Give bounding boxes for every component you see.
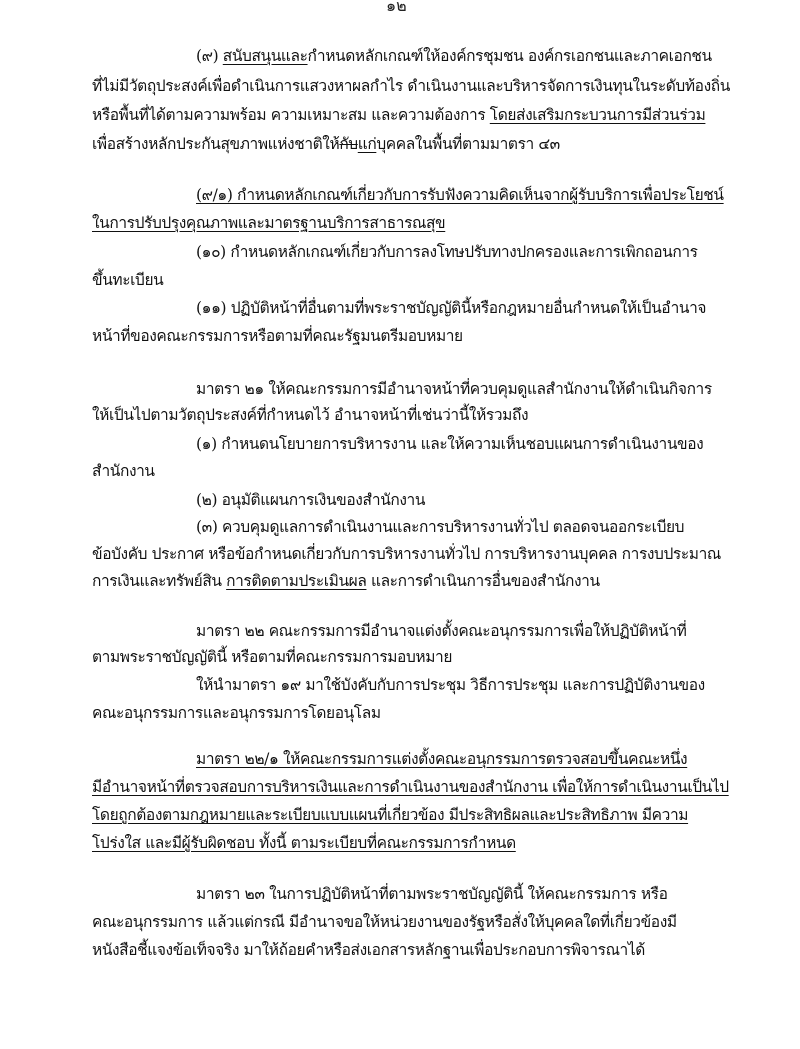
underlined-text: มีอำนาจหน้าที่ตรวจสอบการบริหารเงินและการดำเนินงานของสำนักงาน เพื่อให้การดำเนินงานเป็นไป (92, 778, 729, 796)
text-segment: (๑) กำหนดนโยบายการบริหารงาน และให้ความเห็นชอบแผนการดำเนินงานของ (196, 435, 704, 453)
text-segment: (๓) ควบคุมดูแลการดำเนินงานและการบริหารงานทั่วไป ตลอดจนออกระเบียบ (196, 518, 685, 536)
text-line (92, 103, 705, 127)
text-line (196, 747, 687, 771)
text-line (196, 432, 703, 456)
text-line (196, 183, 724, 207)
underlined-text: ในการปรับปรุงคุณภาพและมาตรฐานบริการสาธารณสุข (92, 214, 446, 232)
text-line (196, 882, 668, 906)
text-segment: สำนักงาน (92, 462, 155, 480)
text-segment: กำหนดหลักเกณฑ์ให้องค์กรชุมชน องค์กรเอกชนและภาคเอกชน (307, 47, 712, 65)
text-line (92, 324, 463, 348)
underlined-text: โปร่งใส และมีผู้รับผิดชอบ ทั้งนี้ ตามระเบียบที่คณะกรรมการกำหนด (92, 834, 516, 852)
text-line (92, 268, 163, 292)
text-segment: (๒) อนุมัติแผนการเงินของสำนักงาน (196, 491, 426, 509)
text-line (92, 211, 445, 235)
text-segment: มาตรา ๒๑ ให้คณะกรรมการมีอำนาจหน้าที่ควบคุมดูแลสำนักงานให้ดำเนินกิจการ (196, 380, 712, 398)
text-segment: ขึ้นทะเบียน (92, 271, 164, 289)
text-segment: (๑๐) กำหนดหลักเกณฑ์เกี่ยวกับการลงโทษปรับทางปกครองและการเพิกถอนการ (196, 243, 698, 261)
text-segment: และการดำเนินการอื่นของสำนักงาน (366, 572, 600, 590)
text-segment: หนังสือชี้แจงข้อเท็จจริง มาให้ถ้อยคำหรือส่งเอกสารหลักฐานเพื่อประกอบการพิจารณาได้ (92, 941, 645, 959)
text-segment: คณะอนุกรรมการ แล้วแต่กรณี มีอำนาจขอให้หน่วยงานของรัฐหรือสั่งให้บุคคลใดที่เกี่ยวข้องมี (92, 913, 677, 931)
underlined-text: โดยส่งเสริมกระบวนการมีส่วนร่วม (489, 106, 706, 124)
text-line (196, 673, 705, 697)
text-segment: หรือพื้นที่ได้ตามความพร้อม ความเหมาะสม และความต้องการ (92, 106, 490, 124)
text-line (92, 775, 729, 799)
text-line (196, 488, 425, 512)
text-line (92, 831, 516, 855)
text-segment: การเงินและทรัพย์สิน (92, 572, 227, 590)
underlined-text: โดยถูกต้องตามกฎหมายและระเบียบแบบแผนที่เกี่ยวข้อง มีประสิทธิผลและประสิทธิภาพ มีความ (92, 806, 689, 824)
text-line (92, 938, 645, 962)
page-number: ๑๒ (386, 0, 407, 15)
text-line (196, 240, 698, 264)
text-segment: มาตรา ๒๓ ในการปฏิบัติหน้าที่ตามพระราชบัญญัตินี้ ให้คณะกรรมการ หรือ (196, 885, 668, 903)
underlined-text: การติดตามประเมินผล (226, 572, 367, 590)
text-line (92, 803, 688, 827)
text-segment: ตามพระราชบัญญัตินี้ หรือตามที่คณะกรรมการมอบหมาย (92, 648, 453, 666)
text-line (92, 910, 677, 934)
text-line (92, 542, 721, 566)
text-line (92, 701, 381, 725)
text-line (92, 459, 155, 483)
struck-text: กับ (339, 135, 358, 153)
text-segment: (๙) (196, 47, 223, 65)
text-segment: ข้อบังคับ ประกาศ หรือข้อกำหนดเกี่ยวกับการบริหารงานทั่วไป การบริหารงานบุคคล การงบประมาณ (92, 545, 721, 563)
text-line (92, 645, 452, 669)
text-segment: ให้นำมาตรา ๑๙ มาใช้บังคับกับการประชุม วิธีการประชุม และการปฏิบัติงานของ (196, 676, 705, 694)
text-line (92, 74, 730, 98)
text-line (92, 569, 600, 593)
text-segment: ให้เป็นไปตามวัตถุประสงค์ที่กำหนดไว้ อำนาจหน้าที่เช่นว่านี้ให้รวมถึง (92, 406, 529, 424)
text-segment: ที่ไม่มีวัตถุประสงค์เพื่อดำเนินการแสวงหาผลกำไร ดำเนินงานและบริหารจัดการเงินทุนในระดับท้องถิ่น (92, 77, 730, 95)
text-segment: (๑๑) ปฏิบัติหน้าที่อื่นตามที่พระราชบัญญัตินี้หรือกฎหมายอื่นกำหนดให้เป็นอำนาจ (196, 299, 707, 317)
underlined-text: สนับสนุนและ (222, 47, 308, 65)
text-line (196, 619, 686, 643)
text-segment: หน้าที่ของคณะกรรมการหรือตามที่คณะรัฐมนตรีมอบหมาย (92, 327, 463, 345)
text-line (196, 44, 712, 68)
underlined-text: มาตรา ๒๒/๑ ให้คณะกรรมการแต่งตั้งคณะอนุกรรมการตรวจสอบขึ้นคณะหนึ่ง (196, 750, 688, 768)
text-segment: เพื่อสร้างหลักประกันสุขภาพแห่งชาติให้ (92, 135, 340, 153)
text-line (92, 403, 528, 427)
text-segment: บุคคลในพื้นที่ตามมาตรา ๔๓ (376, 135, 560, 153)
text-segment: มาตรา ๒๒ คณะกรรมการมีอำนาจแต่งตั้งคณะอนุกรรมการเพื่อให้ปฏิบัติหน้าที่ (196, 622, 687, 640)
underlined-text: แก่ (357, 135, 377, 153)
text-line (196, 296, 706, 320)
text-line (196, 515, 684, 539)
text-segment: คณะอนุกรรมการและอนุกรรมการโดยอนุโลม (92, 704, 381, 722)
text-line (196, 377, 712, 401)
underlined-text: (๙/๑) กำหนดหลักเกณฑ์เกี่ยวกับการรับฟังความคิดเห็นจากผู้รับบริการเพื่อประโยชน์ (196, 186, 724, 204)
text-line (92, 132, 560, 156)
